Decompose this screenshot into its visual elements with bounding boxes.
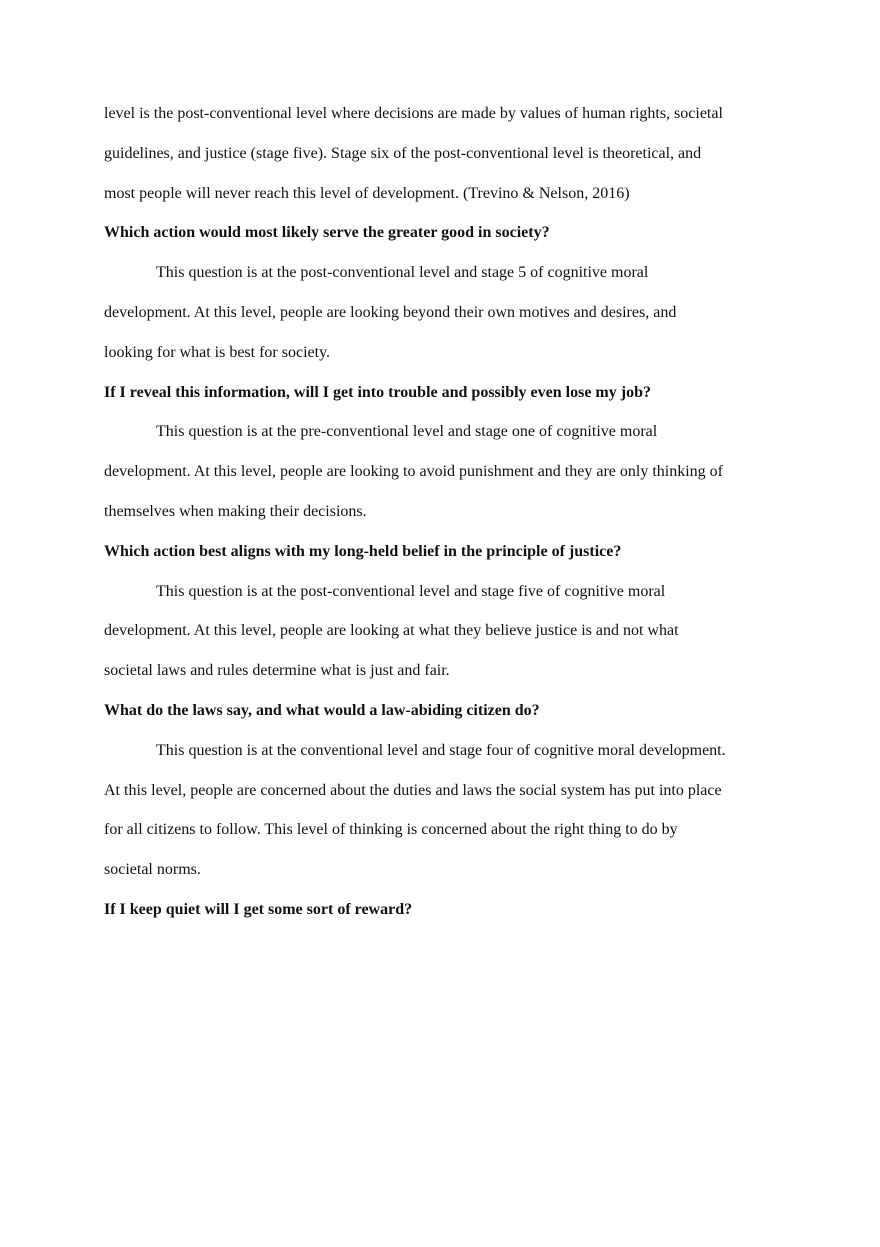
section-heading: Which action best aligns with my long-held belief in the principle of justice?	[104, 542, 622, 560]
text-line: most people will never reach this level of development. (Trevino & Nelson, 2016)	[104, 184, 630, 202]
text-line: This question is at the conventional level and stage four of cognitive moral development.	[156, 741, 726, 759]
text-line: This question is at the pre-conventional level and stage one of cognitive moral	[156, 423, 658, 441]
text-line: societal laws and rules determine what is just and fair.	[104, 662, 450, 680]
section-heading: If I reveal this information, will I get into trouble and possibly even lose my job?	[104, 383, 651, 401]
section-greater-good	[104, 219, 784, 378]
document-page	[104, 100, 784, 936]
text-line: guidelines, and justice (stage five). Stage six of the post-conventional level is theoretical, and	[104, 144, 702, 162]
intro-paragraph	[104, 100, 784, 219]
section-heading: Which action would most likely serve the greater good in society?	[104, 224, 550, 242]
text-line: for all citizens to follow. This level of thinking is concerned about the right thing to do by	[104, 821, 678, 839]
text-line: looking for what is best for society.	[104, 343, 331, 361]
text-line: societal norms.	[104, 861, 201, 879]
text-line: development. At this level, people are looking to avoid punishment and they are only thinking of	[104, 463, 723, 481]
section-justice	[104, 538, 784, 697]
text-line: themselves when making their decisions.	[104, 502, 367, 520]
text-line: development. At this level, people are looking at what they believe justice is and not what	[104, 622, 679, 640]
text-line: This question is at the post-conventional level and stage 5 of cognitive moral	[156, 264, 649, 282]
section-lose-job	[104, 379, 784, 538]
text-line: level is the post-conventional level where decisions are made by values of human rights, societal	[104, 105, 723, 122]
text-line: This question is at the post-conventional level and stage five of cognitive moral	[156, 582, 666, 600]
section-heading: What do the laws say, and what would a law-abiding citizen do?	[104, 701, 540, 719]
text-line: At this level, people are concerned about the duties and laws the social system has put into place	[104, 781, 722, 799]
section-reward	[104, 896, 784, 936]
section-laws	[104, 697, 784, 896]
section-heading: If I keep quiet will I get some sort of reward?	[104, 900, 413, 918]
text-line: development. At this level, people are looking beyond their own motives and desires, and	[104, 303, 677, 321]
